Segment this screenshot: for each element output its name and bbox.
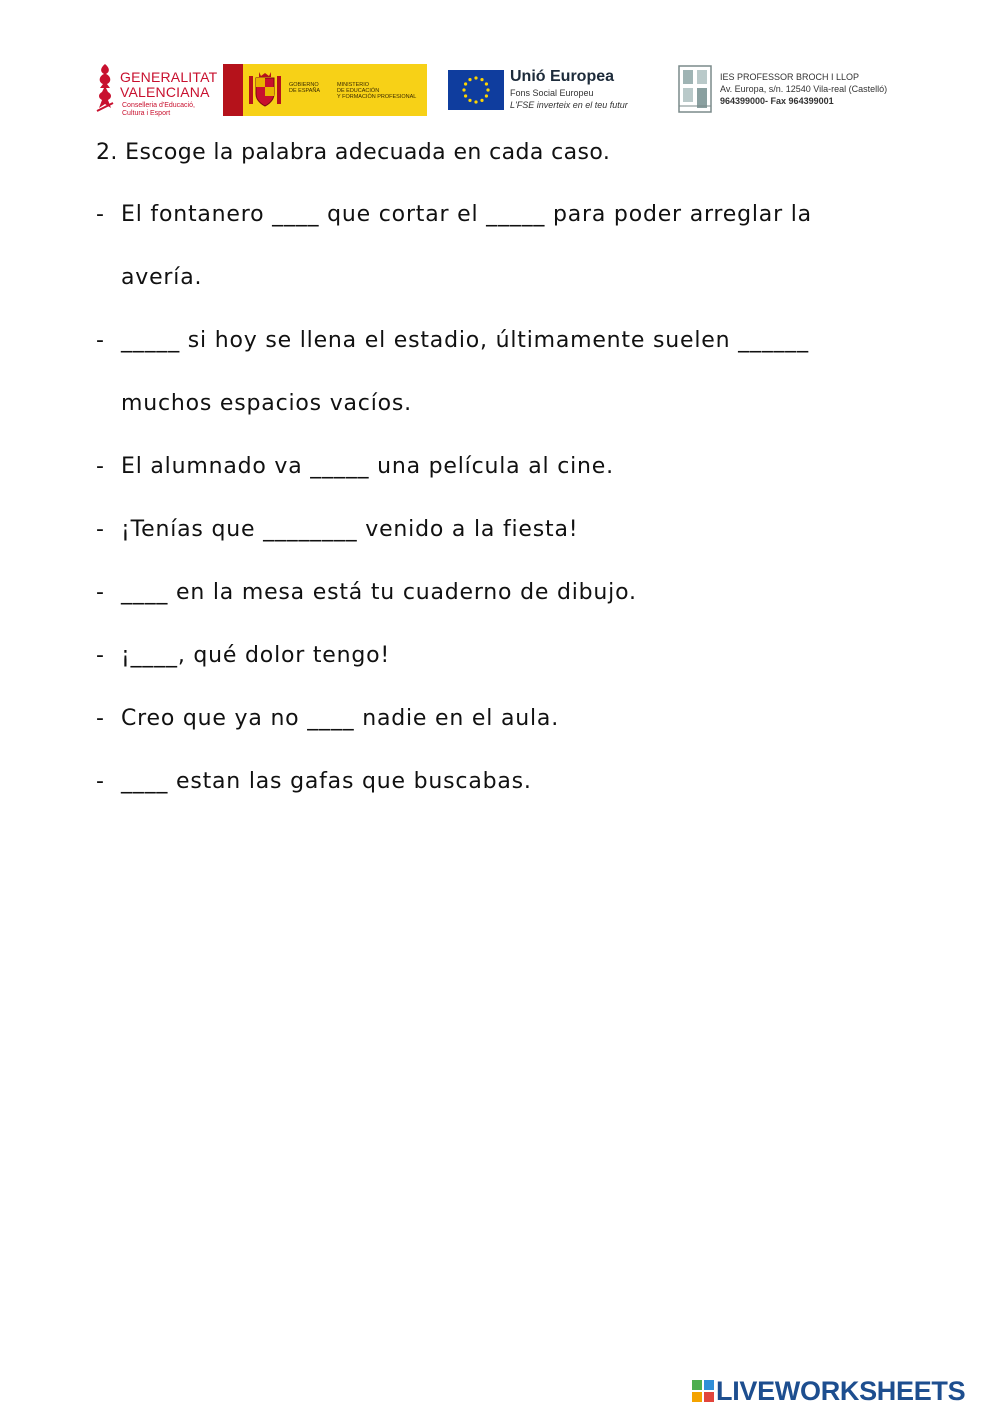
bullet-dash: - [96,454,105,479]
exercise-item-text: ____ en la mesa está tu cuaderno de dibujo. [121,580,637,605]
exercise-item-text: ¡____, qué dolor tengo! [121,643,391,668]
bullet-dash: - [96,643,105,668]
eu-title: Unió Europea [510,68,615,85]
exercise-item-text: ____ estan las gafas que buscabas. [121,769,532,794]
liveworksheets-wordmark: LIVEWORKSHEETS [716,1376,966,1406]
eu-subtitle: Fons Social Europeu [510,88,594,98]
bullet-dash: - [96,328,105,353]
exercise-item-text: El alumnado va _____ una película al cine. [121,454,614,479]
ministerio-line3: Y FORMACIÓN PROFESIONAL [337,94,417,100]
gobierno-line1: GOBIERNO [289,82,319,88]
bullet-dash: - [96,517,105,542]
gobierno-flag-stripe [223,64,243,116]
header-logos [92,58,912,122]
exercise-title: 2. Escoge la palabra adecuada en cada caso. [96,140,611,165]
exercise-item-text: El fontanero ____ que cortar el _____ para poder arreglar la [121,202,812,227]
generalitat-department [122,102,195,118]
ministerio-line2: DE EDUCACIÓN [337,88,380,94]
generalitat-name [120,70,217,100]
eu-flag-icon [448,70,504,110]
school-name: IES PROFESSOR BROCH I LLOP [720,72,860,82]
ministerio-line1: MINISTERIO [337,82,370,88]
generalitat-sub-line2: Cultura i Esport [122,110,171,117]
school-phone: 964399000- Fax 964399001 [720,96,834,106]
school-logo [677,62,912,118]
bullet-dash: - [96,202,105,227]
gobierno-line2: DE ESPAÑA [289,88,321,94]
exercise-item-text: Creo que ya no ____ nadie en el aula. [121,706,559,731]
generalitat-name-line2: VALENCIANA [120,84,210,100]
exercise-item-text: ¡Tenías que ________ venido a la fiesta! [121,517,579,542]
generalitat-logo [92,60,217,120]
exercise-item-text: _____ si hoy se llena el estadio, últimamente suelen ______ [121,328,809,353]
bullet-dash: - [96,769,105,794]
bullet-dash: - [96,706,105,731]
spain-coat-of-arms-icon [247,70,283,110]
eu-tagline: L'FSE inverteix en el teu futur [510,100,628,110]
school-address: Av. Europa, s/n. 12540 Vila-real (Castelló) [720,84,888,94]
liveworksheets-brand[interactable] [692,1376,992,1406]
generalitat-name-line1: GENERALITAT [120,69,218,85]
generalitat-emblem-icon [94,62,116,112]
liveworksheets-logo-icon [692,1380,714,1402]
exercise-item-text: avería. [121,265,203,290]
generalitat-sub-line1: Conselleria d'Educació, [122,102,195,109]
ministerio-text [337,82,416,100]
gobierno-logo [223,64,427,116]
gobierno-text [289,82,320,94]
school-building-icon [677,62,713,116]
bullet-dash: - [96,580,105,605]
exercise-item-text: muchos espacios vacíos. [121,391,412,416]
eu-logo [448,68,663,114]
